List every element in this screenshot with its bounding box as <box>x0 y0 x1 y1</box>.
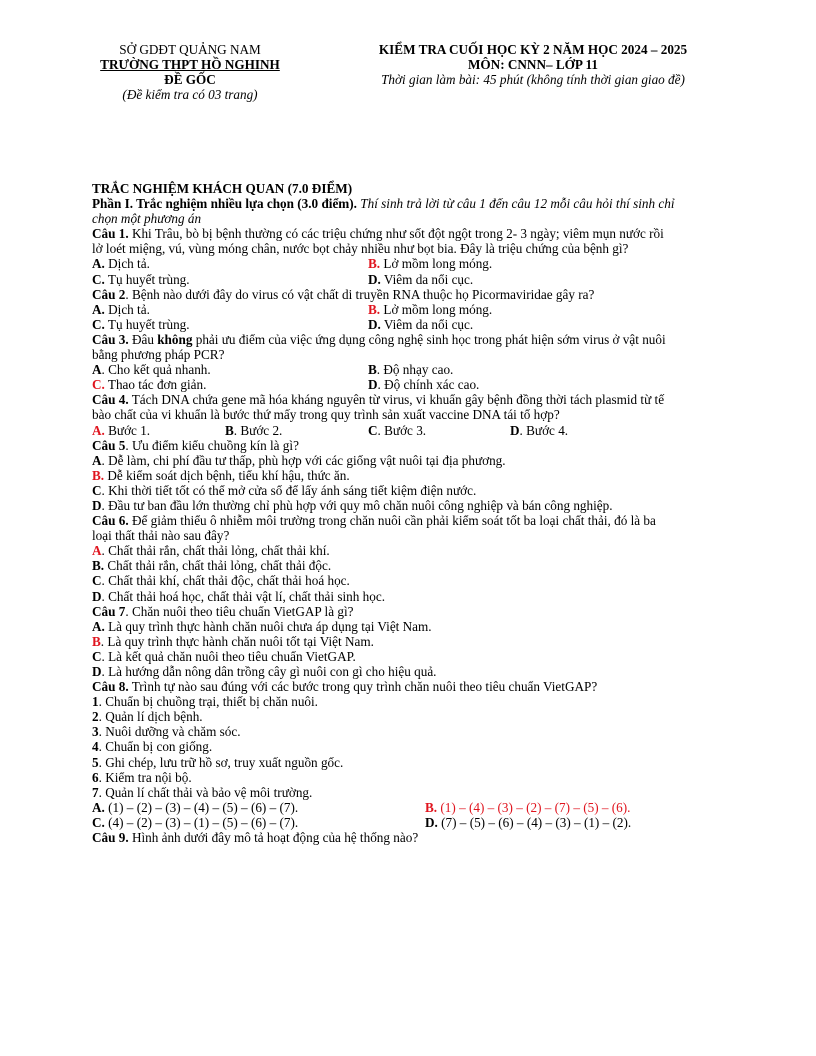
option-label: C <box>368 422 378 438</box>
section-title: TRẮC NGHIỆM KHÁCH QUAN (7.0 ĐIỂM) <box>92 181 353 196</box>
question-text: . Ưu điểm kiểu chuồng kín là gì? <box>125 437 299 453</box>
option-label-answer: B. <box>92 467 105 483</box>
question-text: Để giảm thiểu ô nhiễm môi trường trong chăn nuôi cần phải kiểm soát tốt ba loại chất thải, đó là ba <box>128 513 656 529</box>
step-text: . Ghi chép, lưu trữ hồ sơ, truy xuất nguồn gốc. <box>98 754 344 770</box>
q8-step <box>92 694 782 709</box>
question-8 <box>92 679 782 694</box>
q8-step <box>92 755 782 770</box>
option-text: Dịch tả. <box>104 301 150 317</box>
q2-option-a[interactable] <box>92 302 368 317</box>
option-label-answer: B. <box>368 301 381 317</box>
option-label-answer: C. <box>92 377 105 393</box>
q3-options-row-1 <box>92 362 782 377</box>
question-label: Câu 2 <box>92 286 126 302</box>
q5-option-d[interactable] <box>92 498 782 513</box>
question-label: Câu 7 <box>92 603 126 619</box>
q3-options-row-2 <box>92 377 782 392</box>
q4-option-b[interactable] <box>225 423 368 438</box>
option-text: Dễ kiểm soát dịch bệnh, tiểu khí hậu, thức ăn. <box>104 467 350 483</box>
option-text: . Chất thải khí, chất thải độc, chất thải hoá học. <box>101 573 350 589</box>
option-label: D. <box>368 316 381 332</box>
question-text: Đâu <box>128 331 158 347</box>
q1-options-row-1 <box>92 256 782 271</box>
question-1 <box>92 226 782 241</box>
question-5 <box>92 438 782 453</box>
q1-option-d[interactable] <box>368 272 473 287</box>
step-text: . Nuôi dưỡng và chăm sóc. <box>98 724 241 740</box>
option-label: A. <box>92 618 105 634</box>
option-label: A <box>92 362 102 378</box>
option-label: C. <box>92 316 105 332</box>
option-text: . Chất thải rắn, chất thải lỏng, chất thải khí. <box>101 543 330 559</box>
question-text: . Bệnh nào dưới đây do virus có vật chất di truyền RNA thuộc họ Picormaviridae gây ra? <box>125 286 595 302</box>
option-text: Lở mồm long móng. <box>380 256 493 272</box>
option-text: . Khi thời tiết tốt có thể mở cửa sổ để lấy ánh sáng tiết kiệm điện nước. <box>101 482 477 498</box>
q2-option-b[interactable] <box>368 302 492 317</box>
doc-type: ĐỀ GỐC <box>164 72 216 87</box>
q8-step <box>92 770 782 785</box>
option-label: D <box>92 497 102 513</box>
step-text: . Quản lí chất thải và bảo vệ môi trường. <box>98 784 313 800</box>
part-heading <box>92 196 782 211</box>
step-number: 3 <box>92 724 99 740</box>
option-text: Là quy trình thực hành chăn nuôi chưa áp dụng tại Việt Nam. <box>104 618 432 634</box>
question-text: Tách DNA chứa gene mã hóa kháng nguyên từ virus, vi khuẩn gây bệnh đồng thời tách plasmid từ tế <box>128 392 665 408</box>
pages-note: (Đề kiểm tra có 03 trang) <box>122 87 258 102</box>
option-text: Viêm da nổi cục. <box>380 271 474 287</box>
step-text: . Quản lí dịch bệnh. <box>98 709 203 725</box>
q4-options-row <box>92 423 782 438</box>
question-7 <box>92 604 782 619</box>
question-label: Câu 5 <box>92 437 126 453</box>
option-text: . Độ chính xác cao. <box>377 377 480 393</box>
part-instruction: Thí sinh trả lời từ câu 1 đến câu 12 mỗi câu hỏi thí sinh chỉ <box>356 196 675 212</box>
step-number: 1 <box>92 694 99 710</box>
option-text: . Chất thải hoá học, chất thải vật lí, chất thải sinh học. <box>101 588 385 604</box>
option-text: (7) – (5) – (6) – (4) – (3) – (1) – (2). <box>437 814 632 830</box>
q8-option-a[interactable] <box>92 800 425 815</box>
q8-step <box>92 709 782 724</box>
step-text: . Chuẩn bị chuồng trại, thiết bị chăn nuôi. <box>98 694 318 710</box>
question-text: phải ưu điểm của việc ứng dụng công nghệ sinh học trong phát hiện sớm virus ở vật nuôi <box>192 331 666 347</box>
q8-step <box>92 739 782 754</box>
option-label-answer: B. <box>368 256 381 272</box>
q3-option-d[interactable] <box>368 377 479 392</box>
question-text: Trình tự nào sau đúng với các bước trong quy trình chăn nuôi theo tiêu chuẩn VietGAP? <box>128 679 598 695</box>
question-label: Câu 6. <box>92 513 129 529</box>
q1-options-row-2 <box>92 272 782 287</box>
option-text: . Dễ làm, chi phí đầu tư thấp, phù hợp với các giống vật nuôi tại địa phương. <box>101 452 506 468</box>
option-label: B. <box>92 558 105 574</box>
header-left <box>72 42 308 102</box>
option-text: . Đầu tư ban đầu lớn thường chỉ phù hợp với quy mô chăn nuôi công nghiệp và bán công nghiệp. <box>101 497 613 513</box>
q8-option-b[interactable] <box>425 800 630 815</box>
q6-option-c[interactable] <box>92 573 782 588</box>
q8-step <box>92 724 782 739</box>
option-label-answer: B <box>92 633 101 649</box>
q8-option-c[interactable] <box>92 815 425 830</box>
question-text-emphasis: không <box>157 331 193 347</box>
option-text: (4) – (2) – (3) – (1) – (5) – (6) – (7). <box>104 814 299 830</box>
exam-content <box>92 181 782 845</box>
q6-option-b[interactable] <box>92 558 782 573</box>
step-number: 5 <box>92 754 99 770</box>
step-number: 4 <box>92 739 99 755</box>
option-label: C <box>92 648 102 664</box>
question-label: Câu 1. <box>92 226 129 242</box>
step-text: . Kiểm tra nội bộ. <box>98 769 192 785</box>
option-text: Chất thải rắn, chất thải lỏng, chất thải độc. <box>104 558 332 574</box>
question-label: Câu 9. <box>92 830 129 846</box>
q1-option-b[interactable] <box>368 256 492 271</box>
q2-option-c[interactable] <box>92 317 368 332</box>
option-text: Tụ huyết trùng. <box>104 316 190 332</box>
q2-options-row-2 <box>92 317 782 332</box>
option-text: . Bước 2. <box>233 422 283 438</box>
option-text: Bước 1. <box>104 422 151 438</box>
q1-option-a[interactable] <box>92 256 368 271</box>
q7-option-a[interactable] <box>92 619 782 634</box>
q7-option-b[interactable] <box>92 634 782 649</box>
option-label: B <box>225 422 234 438</box>
q7-option-c[interactable] <box>92 649 782 664</box>
question-2 <box>92 287 782 302</box>
q1-option-c[interactable] <box>92 272 368 287</box>
option-label-answer: B. <box>425 799 438 815</box>
option-label: D <box>510 422 520 438</box>
option-text: Viêm da nổi cục. <box>380 316 474 332</box>
q2-option-d[interactable] <box>368 317 473 332</box>
q5-option-c[interactable] <box>92 483 782 498</box>
option-label: D <box>368 377 378 393</box>
question-3-cont: bằng phương pháp PCR? <box>92 347 225 363</box>
q3-option-c[interactable] <box>92 377 368 392</box>
header-right <box>330 42 736 87</box>
option-label: D <box>92 588 102 604</box>
q8-options-row-2 <box>92 815 782 830</box>
question-6-cont: loại thất thải nào sau đây? <box>92 528 230 544</box>
q8-options-row-1 <box>92 800 782 815</box>
option-label: A. <box>92 799 105 815</box>
option-label: B <box>368 362 377 378</box>
option-text-answer: (1) – (4) – (3) – (2) – (7) – (5) – (6). <box>437 799 631 815</box>
question-text: Hình ảnh dưới đây mô tả hoạt động của hệ thống nào? <box>128 830 419 846</box>
q4-option-a[interactable] <box>92 423 225 438</box>
q5-option-b[interactable] <box>92 468 782 483</box>
part-title: Phần I. Trắc nghiệm nhiều lựa chọn (3.0 điểm). <box>92 196 357 212</box>
q6-option-a[interactable] <box>92 543 782 558</box>
q4-option-c[interactable] <box>368 423 510 438</box>
question-4-cont: bào chất của vi khuẩn là bước thứ mấy trong quy trình sản xuất vaccine DNA tái tổ hợp? <box>92 407 560 423</box>
subject-line: MÔN: CNNN– LỚP 11 <box>467 57 599 72</box>
q2-options-row-1 <box>92 302 782 317</box>
q5-option-a[interactable] <box>92 453 782 468</box>
step-number: 2 <box>92 709 99 725</box>
school-name: TRƯỜNG THPT HỒ NGHINH <box>100 57 280 72</box>
time-note: Thời gian làm bài: 45 phút (không tính thời gian giao đề) <box>381 72 685 87</box>
option-text: (1) – (2) – (3) – (4) – (5) – (6) – (7). <box>104 799 299 815</box>
option-label: A. <box>92 256 105 272</box>
option-label: D. <box>368 271 381 287</box>
question-text: . Chăn nuôi theo tiêu chuẩn VietGAP là gì? <box>125 603 354 619</box>
option-label-answer: A. <box>92 422 105 438</box>
question-label: Câu 8. <box>92 679 129 695</box>
option-text: . Cho kết quả nhanh. <box>101 362 211 378</box>
q7-option-d[interactable] <box>92 664 782 679</box>
question-label: Câu 3. <box>92 331 129 347</box>
option-text: Tụ huyết trùng. <box>104 271 190 287</box>
question-3 <box>92 332 782 347</box>
q6-option-d[interactable] <box>92 589 782 604</box>
q8-step <box>92 785 782 800</box>
option-text: . Bước 3. <box>377 422 427 438</box>
step-number: 6 <box>92 769 99 785</box>
option-text: Thao tác đơn giản. <box>104 377 207 393</box>
option-label: D. <box>425 814 438 830</box>
option-text: Dịch tả. <box>104 256 150 272</box>
option-label-answer: A <box>92 543 102 559</box>
part-instruction-cont: chọn một phương án <box>92 211 202 227</box>
option-text: Lở mồm long móng. <box>380 301 493 317</box>
option-text: . Là hướng dẫn nông dân trồng cây gì nuôi con gì cho hiệu quả. <box>101 664 437 679</box>
q3-option-b[interactable] <box>368 362 453 377</box>
question-4 <box>92 392 782 407</box>
step-text: . Chuẩn bị con giống. <box>98 739 213 755</box>
exam-title: KIỂM TRA CUỐI HỌC KỲ 2 NĂM HỌC 2024 – 2025 <box>378 42 688 57</box>
question-9 <box>92 830 782 845</box>
option-text: . Là quy trình thực hành chăn nuôi tốt tại Việt Nam. <box>100 633 374 649</box>
option-label: C <box>92 573 102 589</box>
q3-option-a[interactable] <box>92 362 368 377</box>
option-label: C. <box>92 814 105 830</box>
step-number: 7 <box>92 784 99 800</box>
option-text: . Là kết quả chăn nuôi theo tiêu chuẩn VietGAP. <box>101 648 356 664</box>
question-1-cont: lở loét miệng, vú, vùng móng chân, nước bọt chảy nhiều như bọt bia. Đây là triệu chứng của bệnh gì? <box>92 241 629 257</box>
dept-name: SỞ GDĐT QUẢNG NAM <box>119 42 261 57</box>
option-label: C. <box>92 271 105 287</box>
question-6 <box>92 513 782 528</box>
question-text: Khi Trâu, bò bị bệnh thường có các triệu chứng như sốt đột ngột trong 2- 3 ngày; viêm mụn nước rồi <box>128 226 664 242</box>
option-label: A. <box>92 301 105 317</box>
option-label: A <box>92 452 102 468</box>
q4-option-d[interactable] <box>510 423 568 438</box>
option-label: D <box>92 664 102 679</box>
option-text: . Độ nhạy cao. <box>376 362 454 378</box>
question-label: Câu 4. <box>92 392 129 408</box>
option-label: C <box>92 482 102 498</box>
q8-option-d[interactable] <box>425 815 631 830</box>
option-text: . Bước 4. <box>519 422 569 438</box>
